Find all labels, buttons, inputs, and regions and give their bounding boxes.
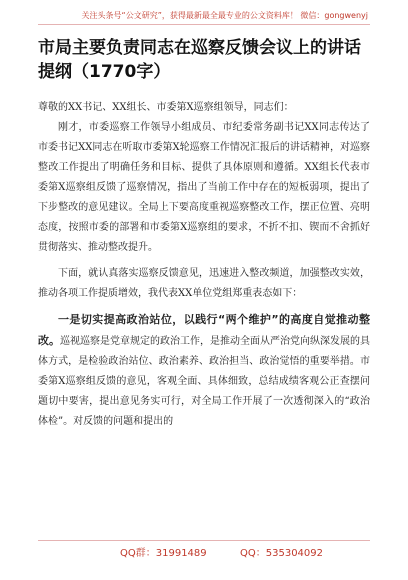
paragraph-3: [38, 310, 370, 432]
header-divider: [38, 24, 370, 25]
footer-divider: [38, 540, 370, 541]
banner-text: 关注头条号“公文研究”，获得最新最全最专业的公文资料库！ 微信：gongwenyj: [81, 11, 368, 20]
header-banner: [0, 0, 408, 28]
document-body: [38, 98, 370, 432]
footer-qq: QQ：535304092: [240, 548, 324, 559]
document-title: 市局主要负责同志在巡察反馈会议上的讲话提纲（1770字）: [38, 38, 361, 82]
footer-qq-group: QQ群：31991489: [120, 548, 207, 559]
salutation: 尊敬的XX书记、XX组长、市委第X巡察组领导，同志们：: [38, 102, 294, 113]
paragraph-2: 下面，就认真落实巡察反馈意见，迅速进入整改频道，加强整改实效，推动各项工作提质增效，我代表XX单位党组郑重表态如下：: [38, 268, 370, 299]
paragraph-3-rest: 巡视巡察是党章规定的政治工作，是推动全面从严治党向纵深发展的具体方式，是检验政治站位、政治素养、政治担当、政治觉悟的重要举措。市委第X巡察组反馈的意见，客观全面、具体细致，总结成绩客观公正查摆问题切中要害，提出意见务实可行，对全局工作开展了一次透彻深入的“政治体检”。对反馈的问题和提出的: [38, 336, 370, 427]
paragraph-1: 刚才，市委巡察工作领导小组成员、市纪委常务副书记XX同志传达了市委书记XX同志在听取市委第X轮巡察工作情况汇报后的讲话精神，对巡察整改工作提出了明确任务和目标、提供了具体原则和遵循。XX组长代表市委第X巡察组反馈了巡察情况，指出了当前工作中存在的短板弱项，提出了下步整改的意见建议。全局上下要高度重视巡察整改工作，摆正位置、亮明态度，按照市委的部署和市委第X巡察组的要求，不折不扣、锲而不舍抓好贯彻落实、推动整改提升。: [38, 122, 370, 253]
paragraph-3-lead: 一是切实提高政治站位，以践行“两个维护”的高度自觉推动整改。: [38, 313, 370, 347]
footer: [0, 540, 408, 562]
